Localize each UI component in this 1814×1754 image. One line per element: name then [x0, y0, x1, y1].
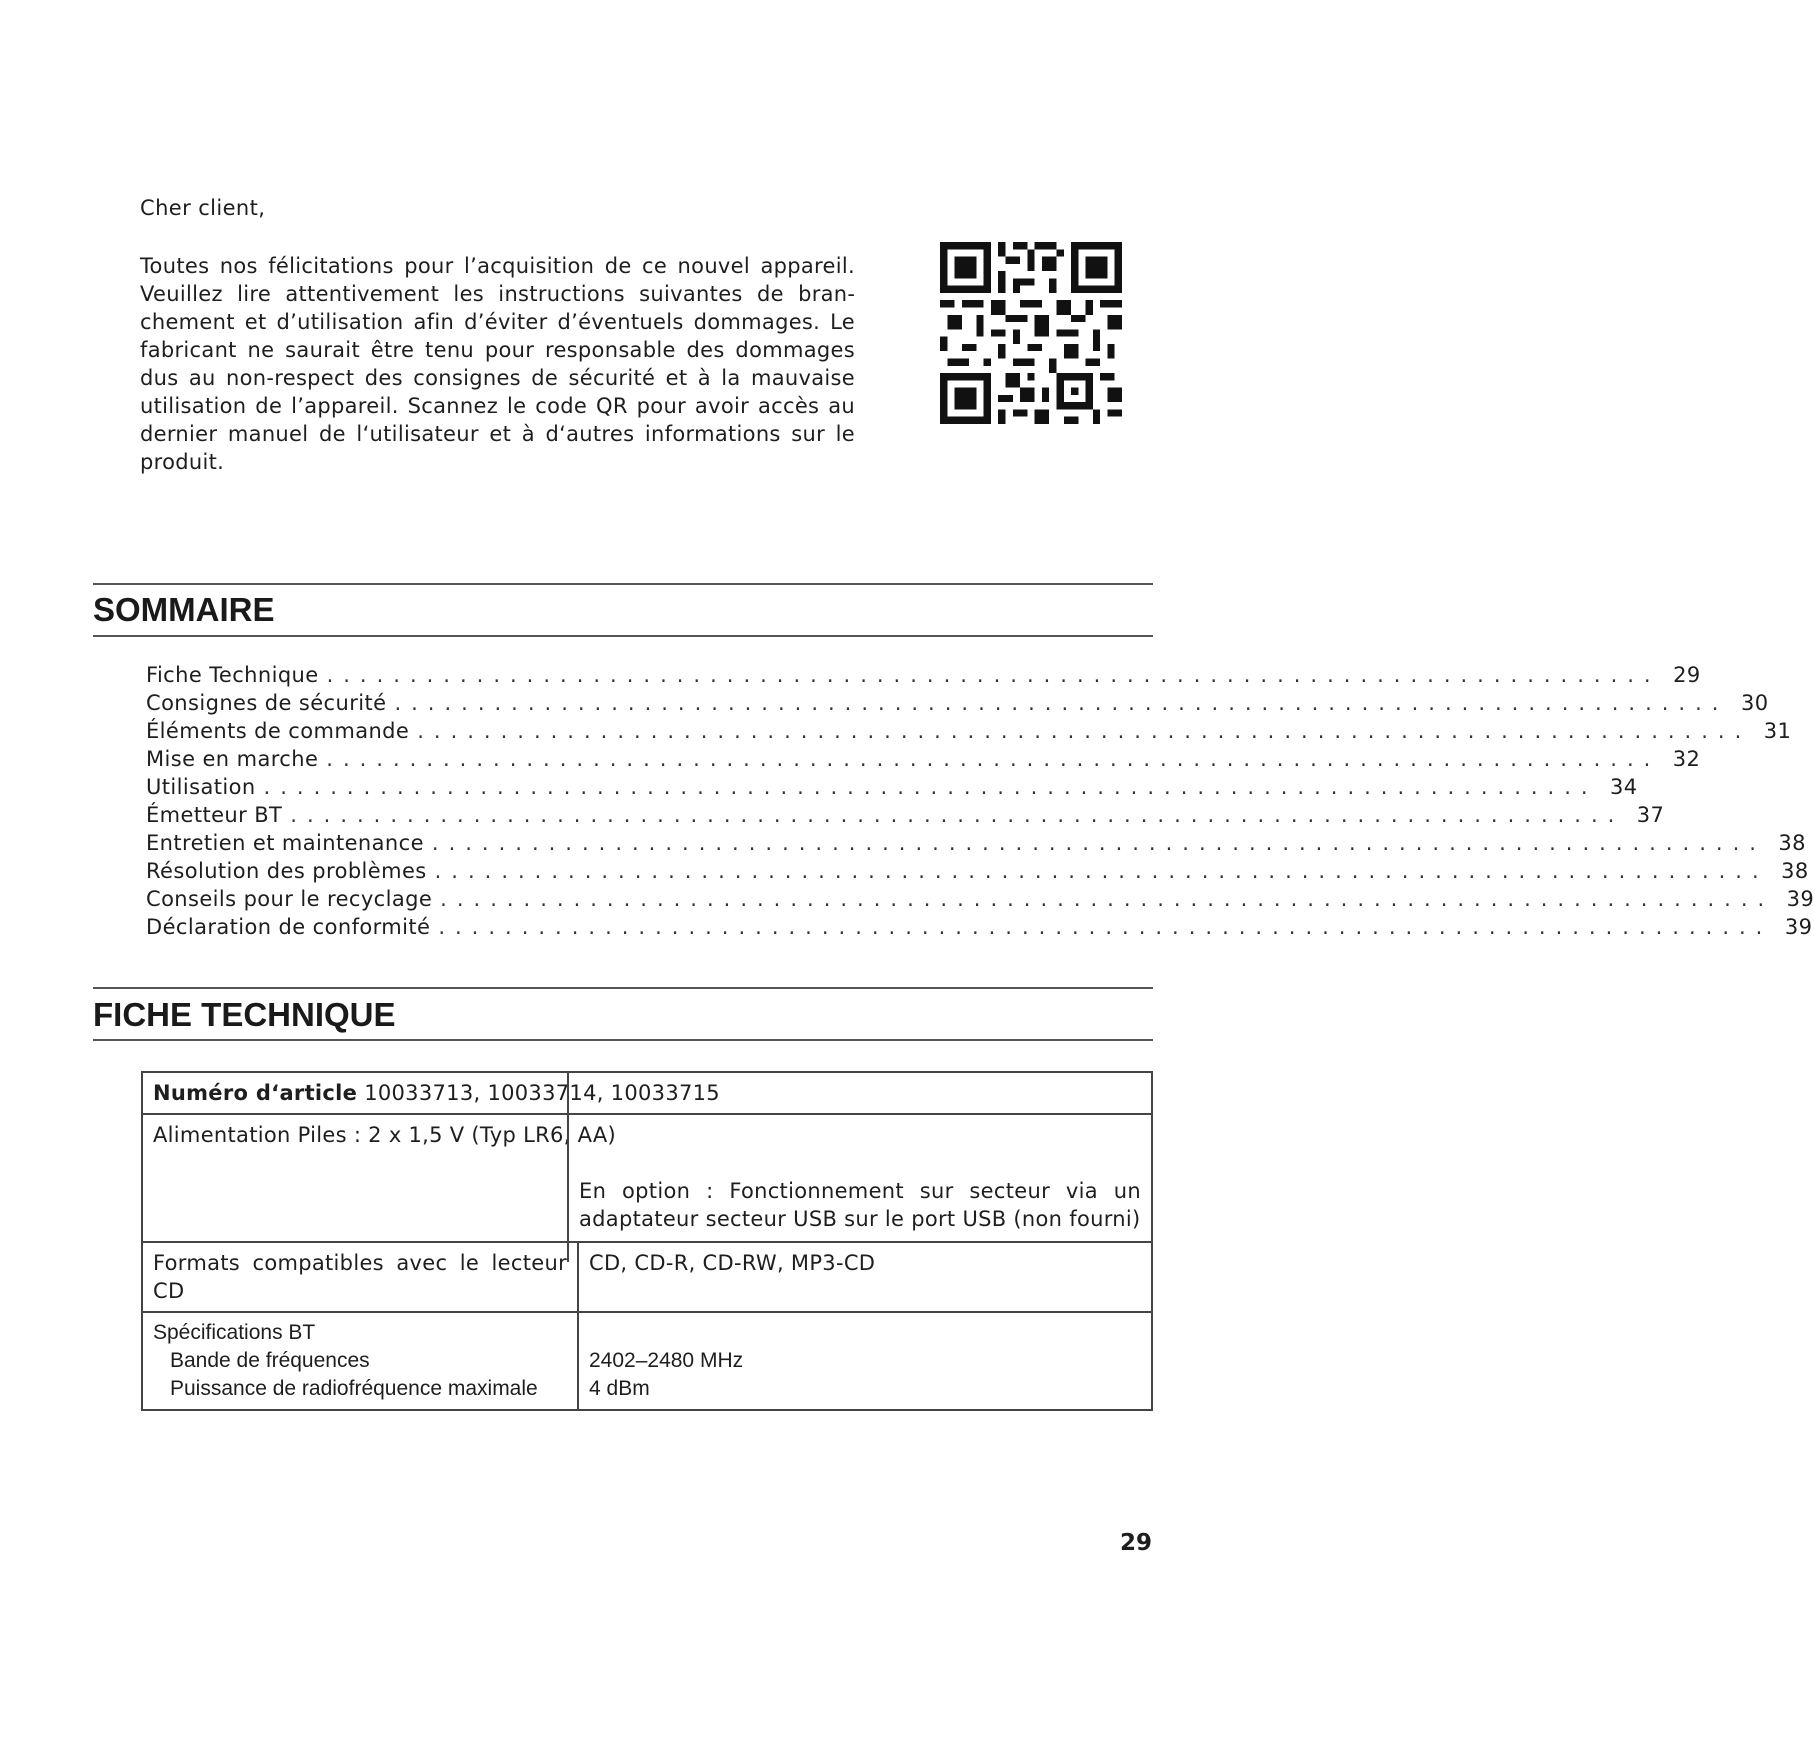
- toc-leader-dots: ................................................................................: [394, 691, 1729, 715]
- power-cell: [142, 1114, 1152, 1242]
- page-number: 29: [1119, 1530, 1152, 1556]
- table-row: [142, 1242, 1152, 1312]
- bt-power-value: 4 dBm: [589, 1377, 650, 1400]
- toc-item-label: Émetteur BT: [146, 803, 283, 827]
- toc-leader-dots: ................................................................................: [438, 915, 1773, 939]
- summary-bottom-rule: [93, 635, 1153, 637]
- toc-leader-dots: ................................................................................: [417, 719, 1752, 743]
- toc-item-label: Conseils pour le recyclage: [146, 887, 433, 911]
- bt-power-label: Puissance de radiofréquence maximale: [170, 1377, 538, 1400]
- table-row: [142, 1072, 1152, 1114]
- toc-item-page: 29: [1673, 663, 1701, 687]
- toc-leader-dots: ................................................................................: [263, 775, 1598, 799]
- toc-item-label: Entretien et maintenance: [146, 831, 424, 855]
- toc-item-page: 32: [1672, 747, 1701, 771]
- toc-item-label: Déclaration de conformité: [146, 915, 431, 939]
- toc-item-label: Fiche Technique: [146, 663, 319, 687]
- intro-paragraph: Toutes nos félicitations pour l’acquisition de ce nouvel appareil. Veuillez lire attentivement les instructions suivantes de branchement et d’utilisation afin d’éviter d’éventuels dommages. Le fabricant ne saurait être tenu pour responsable des dommages dus au non-respect des consignes de sécurité et à la mauvaise utilisation de l’appareil. Scannez le code QR pour avoir accès au dernier manuel de l‘utilisateur et à d‘autres informations sur le produit.: [140, 254, 855, 474]
- toc-leader-dots: ................................................................................: [440, 887, 1775, 911]
- bt-value-cell: [578, 1312, 1152, 1410]
- toc-item[interactable]: [146, 829, 1806, 857]
- summary-top-rule: [93, 583, 1153, 585]
- toc-item[interactable]: [146, 661, 1701, 689]
- bt-band-label: Bande de fréquences: [170, 1349, 370, 1372]
- power-label: Alimentation Piles : 2 x 1,5 V (Typ LR6, AA): [153, 1123, 617, 1147]
- toc-leader-dots: ................................................................................: [431, 831, 1766, 855]
- power-option: En option : Fonctionnement sur secteur via un adaptateur secteur USB sur le port USB (non fourni): [579, 1179, 1141, 1231]
- toc-leader-dots: ................................................................................: [326, 663, 1661, 687]
- toc-item-page: 38: [1778, 831, 1806, 855]
- toc-item-page: 39: [1786, 887, 1814, 911]
- spec-table: [141, 1071, 1153, 1411]
- tech-bottom-rule: [93, 1039, 1153, 1041]
- toc-item-label: Éléments de commande: [146, 719, 410, 743]
- tech-top-rule: [93, 987, 1153, 989]
- toc-item[interactable]: [146, 717, 1792, 745]
- toc-item[interactable]: [146, 773, 1638, 801]
- table-row: [142, 1312, 1152, 1410]
- toc-item-page: 30: [1740, 691, 1769, 715]
- tech-title: FICHE TECHNIQUE: [93, 996, 396, 1033]
- toc-item[interactable]: [146, 913, 1813, 941]
- toc-item[interactable]: [146, 801, 1665, 829]
- bt-label-cell: [142, 1312, 578, 1410]
- article-label: Numéro d‘article: [153, 1081, 358, 1105]
- table-row: [142, 1114, 1152, 1242]
- toc-leader-dots: ................................................................................: [290, 803, 1625, 827]
- table-of-contents: [146, 661, 1814, 941]
- toc-item-page: 37: [1636, 803, 1665, 827]
- toc-item[interactable]: [146, 885, 1814, 913]
- bt-title: Spécifications BT: [153, 1321, 316, 1344]
- column-divider: [567, 1072, 569, 1262]
- toc-item[interactable]: [146, 745, 1701, 773]
- toc-item-page: 39: [1784, 915, 1813, 939]
- toc-item-page: 34: [1610, 775, 1638, 799]
- bt-band-value: 2402–2480 MHz: [589, 1349, 744, 1372]
- toc-leader-dots: ................................................................................: [434, 859, 1769, 883]
- article-cell: [142, 1072, 1152, 1114]
- toc-leader-dots: ................................................................................: [326, 747, 1661, 771]
- toc-item-label: Utilisation: [146, 775, 256, 799]
- article-value: 10033713, 10033714, 10033715: [364, 1081, 720, 1105]
- toc-item-label: Consignes de sécurité: [146, 691, 387, 715]
- toc-item-label: Mise en marche: [146, 747, 319, 771]
- toc-item-label: Résolution des problèmes: [146, 859, 427, 883]
- toc-item[interactable]: [146, 689, 1769, 717]
- formats-value: CD, CD-R, CD-RW, MP3-CD: [578, 1242, 1152, 1312]
- toc-item[interactable]: [146, 857, 1809, 885]
- formats-label: Formats compatibles avec le lecteur CD: [142, 1242, 578, 1312]
- toc-item-page: 31: [1763, 719, 1792, 743]
- greeting: Cher client,: [140, 196, 266, 220]
- summary-title: SOMMAIRE: [93, 591, 275, 628]
- qr-code[interactable]: [940, 242, 1122, 424]
- toc-item-page: 38: [1781, 859, 1809, 883]
